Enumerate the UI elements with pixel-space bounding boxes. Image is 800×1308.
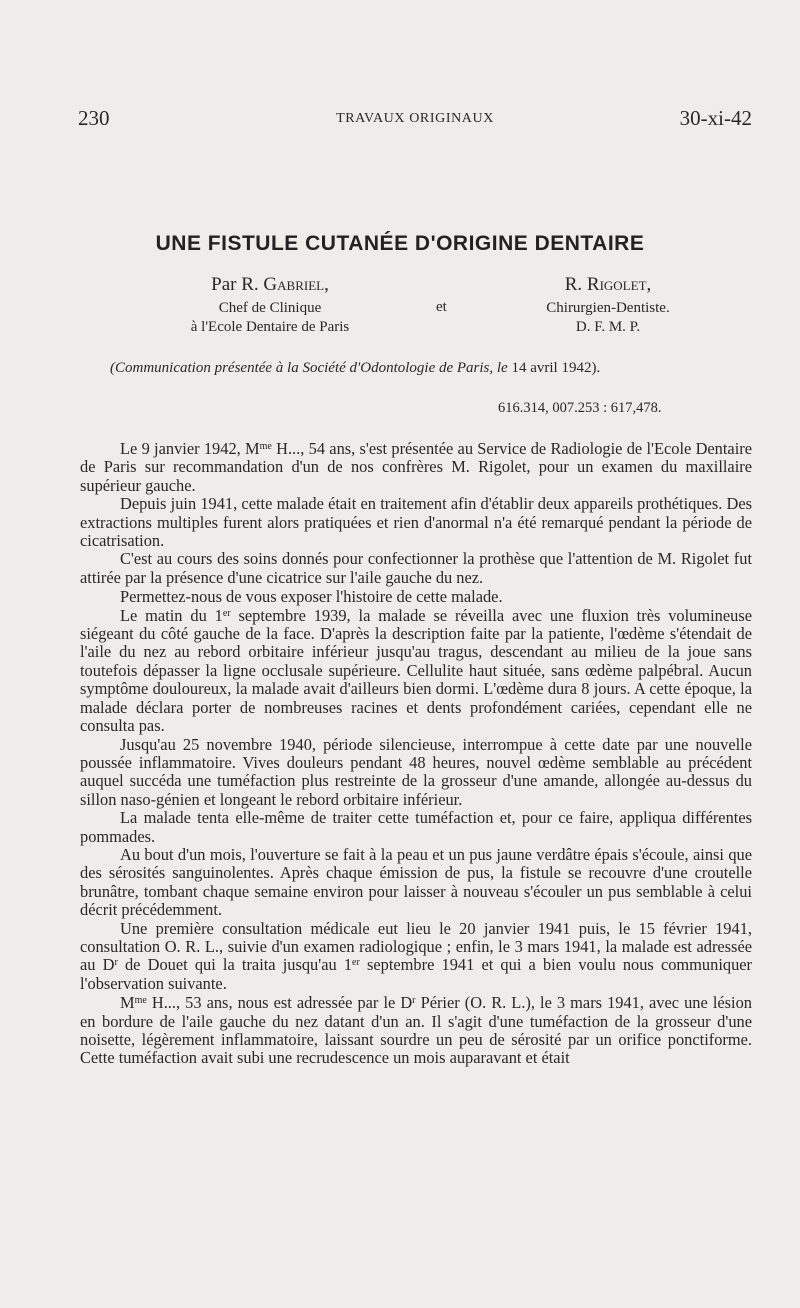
author-name: R. Rigolet, bbox=[564, 274, 652, 295]
author-degree: D. F. M. P. bbox=[575, 319, 641, 335]
paragraph: Au bout d'un mois, l'ouverture se fait à la peau et un pus jaune verdâtre épais s'écoule, ainsi que des sérosités sanguinolentes. Après chaque émission de pus, la fistule se recouvre d'une croutelle brunâtre, tombant chaque semaine environ pour laisser à nouveau s'écouler un pus semblable à celui décrit précédemment. bbox=[80, 844, 752, 920]
author-gabriel bbox=[150, 274, 390, 337]
paragraph: Le 9 janvier 1942, $M^{me}$ H..., 54 ans, s'est présentée au Service de Radiologie de l'Ecole Dentaire de Paris sur recommandation d'un de nos confrères M. Rigolet, pour un examen du maxillaire supérieur gauche. bbox=[80, 439, 752, 495]
author-affiliation: à l'Ecole Dentaire de Paris bbox=[190, 319, 350, 335]
paragraph: Permettez-nous de vous exposer l'histoire de cette malade. bbox=[120, 587, 503, 607]
paragraph: Depuis juin 1941, cette malade était en traitement afin d'établir deux appareils prothétiques. Des extractions multiples furent alors pratiquées et rien d'anormal n'a été remarqué pendant la période de cicatrisation. bbox=[80, 494, 752, 551]
author-name: Par R. Gabriel, bbox=[211, 274, 329, 295]
author-block bbox=[0, 274, 800, 344]
journal-section: TRAVAUX ORIGINAUX bbox=[336, 111, 494, 126]
paragraph: Le matin du 1er septembre 1939, la malade se réveilla avec une fluxion très volumineuse siégeant du côté gauche de la face. D'après la description faite par la patiente, l'œdème s'étendait de l'aile du nez au rebord orbitaire inférieur jusqu'au tragus, descendant au milieu de la joue sans toutefois dépasser la ligne occlusale supérieure. Cellulite haut située, sans œdème palpébral. Aucun symptôme douloureux, la malade avait d'ailleurs bien dormi. L'œdème dura 8 jours. A cette époque, la malade déclara porter de nombreuses racines et dents profondément cariées, cependant elle ne consulta pas. bbox=[80, 605, 752, 736]
paragraph: C'est au cours des soins donnés pour confectionner la prothèse que l'attention de M. Rigolet fut attirée par la présence d'une cicatrice sur l'aile gauche du nez. bbox=[80, 549, 752, 587]
author-title: Chirurgien-Dentiste. bbox=[546, 300, 670, 316]
author-conjunction: et bbox=[436, 299, 447, 315]
paragraph: Une première consultation médicale eut lieu le 20 janvier 1941 puis, le 15 février 1941, consultation O. R. L., suivie d'un examen radiologique ; enfin, le 3 mars 1941, la malade est adressée au $D^r$ de Douet qui la traita jusqu'au 1er septembre 1941 et qui a bien voulu nous communiquer l'observation suivante. bbox=[80, 918, 753, 993]
paragraph: Jusqu'au 25 novembre 1940, période silencieuse, interrompue à cette date par une nouvelle poussée inflammatoire. Vives douleurs pendant 48 heures, nouvel œdème semblable au précédent auquel succéda une tuméfaction plus restreinte de la grosseur d'une amande, allongée au-dessus du sillon naso-génien et longeant le rebord orbitaire inférieur. bbox=[80, 734, 752, 809]
author-rigolet bbox=[488, 274, 728, 337]
communication-note: (Communication présentée à la Société d'Odontologie de Paris, le 14 avril 1942). bbox=[110, 360, 601, 376]
paragraph: $M^{me}$ H..., 53 ans, nous est adressée par le $D^r$ Périer (O. R. L.), le 3 mars 1941, avec une lésion en bordure de l'aile gauche du nez datant d'un an. Il s'agit d'une tuméfaction de la grosseur d'une noisette, légèrement inflammatoire, laissant sourdre un peu de sérosité par un orifice ponctiforme. Cette tuméfaction avait subi une recrudescence un mois auparavant et était bbox=[80, 993, 752, 1068]
article-body bbox=[80, 440, 752, 1068]
page-number: 230 bbox=[78, 106, 110, 130]
issue-date: 30-xi-42 bbox=[679, 106, 752, 130]
paragraph: La malade tenta elle-même de traiter cette tuméfaction et, pour ce faire, appliqua différentes pommades. bbox=[80, 808, 752, 846]
classification-code: 616.314, 007.253 : 617,478. bbox=[498, 400, 662, 416]
running-header bbox=[78, 106, 752, 136]
author-title: Chef de Clinique bbox=[218, 300, 322, 316]
article-title: UNE FISTULE CUTANÉE D'ORIGINE DENTAIRE bbox=[155, 232, 645, 255]
